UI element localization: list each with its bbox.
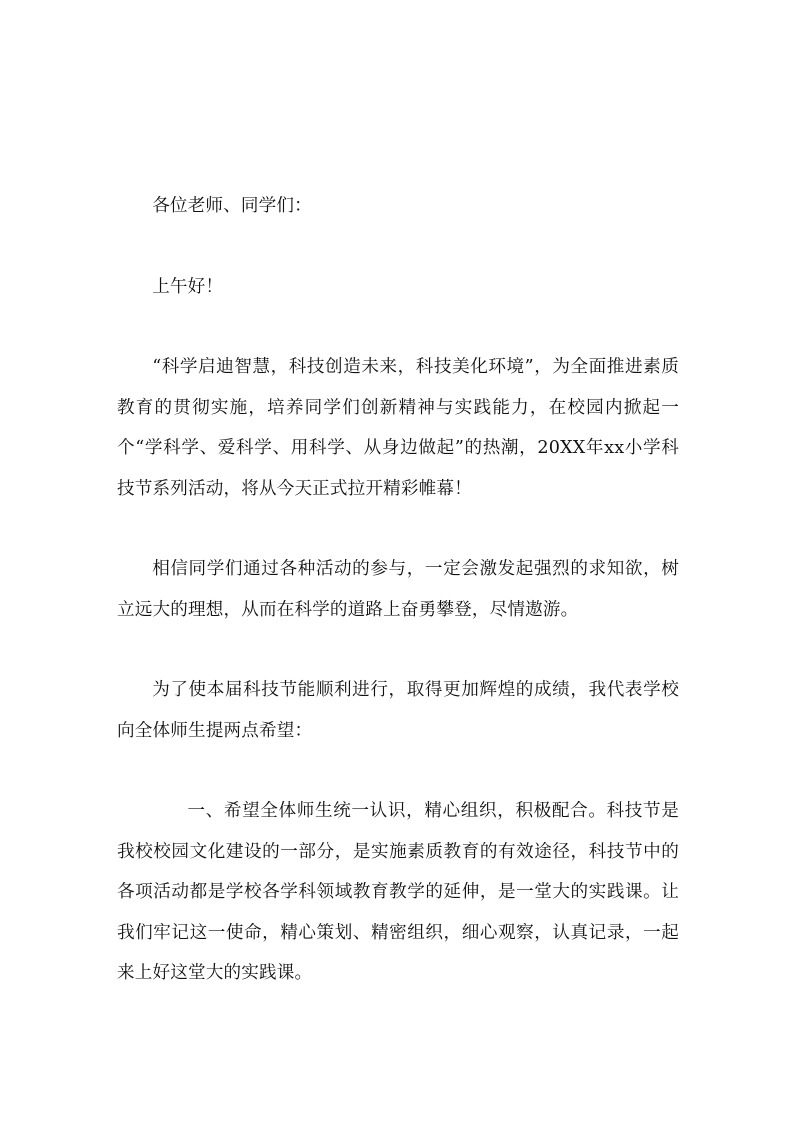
greeting: 上午好！ [152, 276, 224, 297]
paragraph-hopes-intro: 为了使本届科技节能顺利进行，取得更加辉煌的成绩，我代表学校向全体师生提两点希望： [117, 680, 679, 741]
paragraph-gap [117, 307, 679, 347]
salutation: 各位老师、同学们： [152, 196, 312, 216]
paragraph-gap [117, 751, 679, 791]
document-page [117, 186, 679, 994]
paragraph-gap [117, 509, 679, 549]
paragraph-belief: 相信同学们通过各种活动的参与，一定会激发起强烈的求知欲，树立远大的理想，从而在科学的道路上奋勇攀登，尽情遨游。 [117, 559, 679, 620]
paragraph-hope-one: 一、希望全体师生统一认识，精心组织，积极配合。科技节是我校校园文化建设的一部分，是实施素质教育的有效途径，科技节中的各项活动都是学校各学科领域教育教学的延伸，是一堂大的实践课。让我们牢记这一使命，精心策划、精密组织，细心观察，认真记录，一起来上好这堂大的实践课。 [117, 801, 679, 983]
paragraph-gap [117, 630, 679, 670]
paragraph-intro: “科学启迪智慧，科技创造未来，科技美化环境”，为全面推进素质教育的贯彻实施，培养同学们创新精神与实践能力，在校园内掀起一个“学科学、爱科学、用科学、从身边做起”的热潮，20XX年xx小学科技节系列活动，将从今天正式拉开精彩帷幕！ [117, 357, 679, 499]
paragraph-gap [117, 227, 679, 267]
